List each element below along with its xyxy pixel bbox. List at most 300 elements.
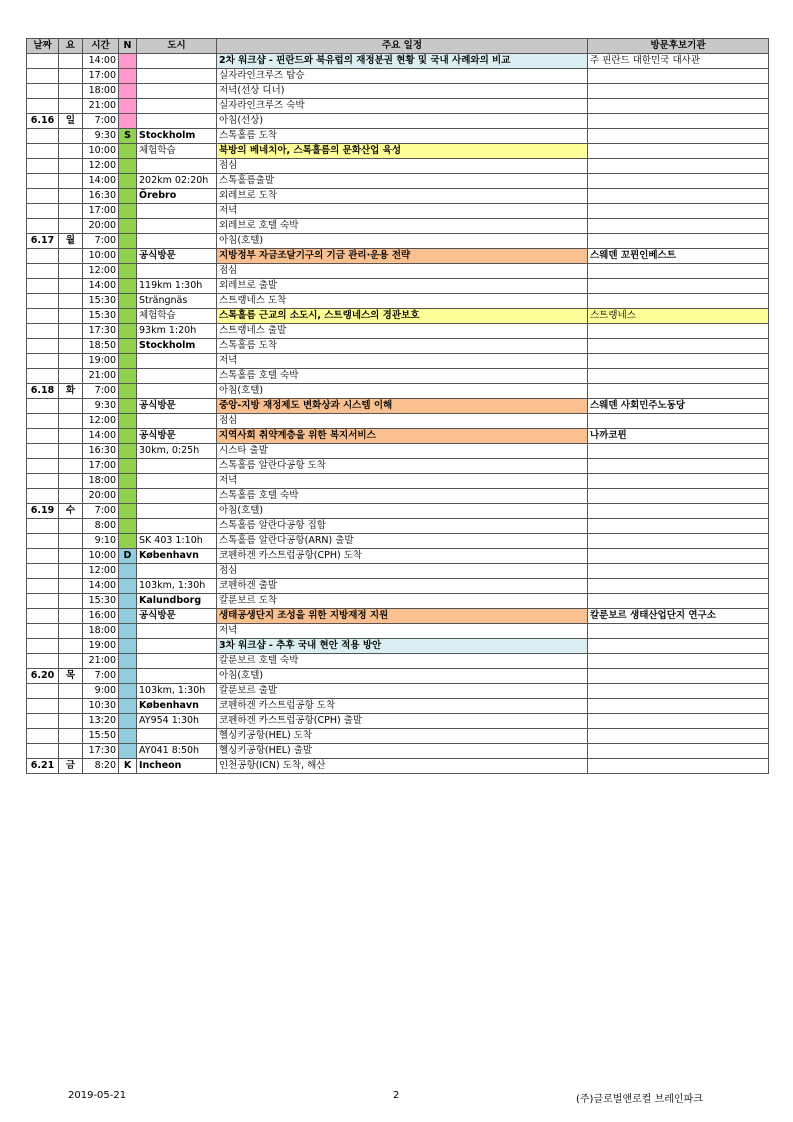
row-date bbox=[27, 399, 59, 414]
row-main-schedule: 점심 bbox=[217, 159, 588, 174]
row-visit-institution bbox=[588, 279, 769, 294]
row-country-code bbox=[119, 309, 137, 324]
row-visit-institution bbox=[588, 324, 769, 339]
row-day bbox=[59, 54, 83, 69]
row-country-code bbox=[119, 189, 137, 204]
row-day bbox=[59, 429, 83, 444]
row-main-schedule: 점심 bbox=[217, 564, 588, 579]
row-country-code bbox=[119, 744, 137, 759]
row-main-schedule: 헬싱키공항(HEL) 출발 bbox=[217, 744, 588, 759]
row-day bbox=[59, 84, 83, 99]
row-country-code bbox=[119, 54, 137, 69]
row-day bbox=[59, 699, 83, 714]
row-city bbox=[137, 99, 217, 114]
row-city: 공식방문 bbox=[137, 429, 217, 444]
table-row bbox=[27, 609, 769, 624]
row-day bbox=[59, 744, 83, 759]
row-visit-institution bbox=[588, 759, 769, 774]
row-country-code bbox=[119, 654, 137, 669]
table-row bbox=[27, 294, 769, 309]
row-time: 8:00 bbox=[83, 519, 119, 534]
row-main-schedule: 코펜하겐 카스트럽공항(CPH) 도착 bbox=[217, 549, 588, 564]
row-visit-institution bbox=[588, 669, 769, 684]
row-day bbox=[59, 579, 83, 594]
row-visit-institution: 스웨덴 꼬뮌인베스트 bbox=[588, 249, 769, 264]
row-main-schedule: 스트랭네스 도착 bbox=[217, 294, 588, 309]
row-country-code bbox=[119, 414, 137, 429]
row-main-schedule: 시스타 출발 bbox=[217, 444, 588, 459]
table-row bbox=[27, 399, 769, 414]
row-main-schedule: 지방정부 자금조달기구의 기금 관리·운용 전략 bbox=[217, 249, 588, 264]
table-row bbox=[27, 69, 769, 84]
row-date bbox=[27, 279, 59, 294]
row-city bbox=[137, 264, 217, 279]
row-city: AY954 1:30h bbox=[137, 714, 217, 729]
table-row bbox=[27, 729, 769, 744]
row-time: 20:00 bbox=[83, 219, 119, 234]
row-day bbox=[59, 564, 83, 579]
row-city: 103km, 1:30h bbox=[137, 579, 217, 594]
row-time: 17:30 bbox=[83, 324, 119, 339]
row-main-schedule: 외레브로 출발 bbox=[217, 279, 588, 294]
row-date bbox=[27, 609, 59, 624]
row-visit-institution bbox=[588, 99, 769, 114]
row-visit-institution bbox=[588, 384, 769, 399]
row-country-code bbox=[119, 399, 137, 414]
row-city: 93km 1:20h bbox=[137, 324, 217, 339]
row-time: 7:00 bbox=[83, 669, 119, 684]
row-country-code bbox=[119, 204, 137, 219]
row-visit-institution: 스트랭네스 bbox=[588, 309, 769, 324]
row-visit-institution bbox=[588, 534, 769, 549]
row-main-schedule: 저녁 bbox=[217, 204, 588, 219]
row-country-code bbox=[119, 564, 137, 579]
row-main-schedule: 실자라인크루즈 탑승 bbox=[217, 69, 588, 84]
row-day bbox=[59, 159, 83, 174]
row-country-code bbox=[119, 669, 137, 684]
row-time: 8:20 bbox=[83, 759, 119, 774]
row-main-schedule: 헬싱키공항(HEL) 도착 bbox=[217, 729, 588, 744]
row-visit-institution bbox=[588, 654, 769, 669]
table-row bbox=[27, 219, 769, 234]
row-main-schedule: 코펜하겐 카스트럽공항 도착 bbox=[217, 699, 588, 714]
row-time: 14:00 bbox=[83, 54, 119, 69]
row-date bbox=[27, 684, 59, 699]
row-main-schedule: 저녁 bbox=[217, 624, 588, 639]
row-main-schedule: 스톡홀름 알란다공항 도착 bbox=[217, 459, 588, 474]
row-date bbox=[27, 594, 59, 609]
row-main-schedule: 생태공생단지 조성을 위한 지방재정 지원 bbox=[217, 609, 588, 624]
row-visit-institution bbox=[588, 414, 769, 429]
row-city: 체험학습 bbox=[137, 309, 217, 324]
row-date bbox=[27, 84, 59, 99]
row-date bbox=[27, 519, 59, 534]
row-main-schedule: 스톡홀름 알란다공항 집합 bbox=[217, 519, 588, 534]
row-time: 12:00 bbox=[83, 564, 119, 579]
row-date: 6.19 bbox=[27, 504, 59, 519]
row-city bbox=[137, 669, 217, 684]
row-main-schedule: 아침(호텔) bbox=[217, 384, 588, 399]
row-date bbox=[27, 249, 59, 264]
row-main-schedule: 점심 bbox=[217, 264, 588, 279]
row-date bbox=[27, 714, 59, 729]
row-day bbox=[59, 534, 83, 549]
row-date bbox=[27, 564, 59, 579]
row-main-schedule: 저녁 bbox=[217, 474, 588, 489]
row-country-code bbox=[119, 99, 137, 114]
table-row bbox=[27, 669, 769, 684]
row-country-code bbox=[119, 219, 137, 234]
table-row bbox=[27, 114, 769, 129]
row-day bbox=[59, 174, 83, 189]
row-time: 16:00 bbox=[83, 609, 119, 624]
row-time: 9:30 bbox=[83, 129, 119, 144]
table-row bbox=[27, 159, 769, 174]
row-main-schedule: 저녁 bbox=[217, 354, 588, 369]
table-row bbox=[27, 369, 769, 384]
row-date bbox=[27, 189, 59, 204]
row-time: 17:00 bbox=[83, 459, 119, 474]
row-date bbox=[27, 99, 59, 114]
row-city bbox=[137, 504, 217, 519]
row-main-schedule: 아침(호텔) bbox=[217, 504, 588, 519]
row-country-code bbox=[119, 249, 137, 264]
row-main-schedule: 코펜하겐 카스트럽공항(CPH) 출발 bbox=[217, 714, 588, 729]
table-row bbox=[27, 639, 769, 654]
row-time: 7:00 bbox=[83, 234, 119, 249]
row-date bbox=[27, 264, 59, 279]
row-city bbox=[137, 474, 217, 489]
row-time: 21:00 bbox=[83, 654, 119, 669]
row-time: 15:50 bbox=[83, 729, 119, 744]
row-visit-institution bbox=[588, 204, 769, 219]
row-day bbox=[59, 729, 83, 744]
row-country-code bbox=[119, 369, 137, 384]
row-date bbox=[27, 144, 59, 159]
row-city: Incheon bbox=[137, 759, 217, 774]
row-day bbox=[59, 129, 83, 144]
row-day bbox=[59, 489, 83, 504]
row-time: 12:00 bbox=[83, 414, 119, 429]
row-date bbox=[27, 459, 59, 474]
row-main-schedule: 저녁(선상 디너) bbox=[217, 84, 588, 99]
row-day bbox=[59, 339, 83, 354]
row-visit-institution bbox=[588, 624, 769, 639]
row-main-schedule: 코펜하겐 출발 bbox=[217, 579, 588, 594]
row-time: 17:30 bbox=[83, 744, 119, 759]
table-row bbox=[27, 339, 769, 354]
row-time: 19:00 bbox=[83, 354, 119, 369]
row-main-schedule: 북방의 베네치아, 스톡홀름의 문화산업 육성 bbox=[217, 144, 588, 159]
table-row bbox=[27, 504, 769, 519]
row-visit-institution bbox=[588, 729, 769, 744]
row-day: 수 bbox=[59, 504, 83, 519]
row-visit-institution bbox=[588, 189, 769, 204]
row-time: 10:00 bbox=[83, 549, 119, 564]
row-day bbox=[59, 594, 83, 609]
table-row bbox=[27, 234, 769, 249]
row-city bbox=[137, 489, 217, 504]
row-date bbox=[27, 339, 59, 354]
row-date bbox=[27, 309, 59, 324]
row-city bbox=[137, 114, 217, 129]
row-time: 14:00 bbox=[83, 279, 119, 294]
row-country-code bbox=[119, 84, 137, 99]
row-country-code: D bbox=[119, 549, 137, 564]
table-row bbox=[27, 684, 769, 699]
row-country-code bbox=[119, 594, 137, 609]
row-city bbox=[137, 564, 217, 579]
row-visit-institution bbox=[588, 159, 769, 174]
row-visit-institution bbox=[588, 69, 769, 84]
row-day bbox=[59, 519, 83, 534]
footer-page-number: 2 bbox=[393, 1090, 400, 1101]
row-country-code bbox=[119, 444, 137, 459]
table-row bbox=[27, 594, 769, 609]
row-city: Kalundborg bbox=[137, 594, 217, 609]
row-visit-institution bbox=[588, 714, 769, 729]
table-row bbox=[27, 579, 769, 594]
row-day bbox=[59, 219, 83, 234]
table-row bbox=[27, 429, 769, 444]
table-row bbox=[27, 459, 769, 474]
row-visit-institution bbox=[588, 219, 769, 234]
table-row bbox=[27, 474, 769, 489]
row-day bbox=[59, 684, 83, 699]
table-row bbox=[27, 279, 769, 294]
table-row bbox=[27, 624, 769, 639]
row-city bbox=[137, 159, 217, 174]
row-time: 7:00 bbox=[83, 384, 119, 399]
row-time: 14:00 bbox=[83, 429, 119, 444]
row-main-schedule: 스톡홀름 도착 bbox=[217, 129, 588, 144]
row-main-schedule: 2차 워크샵 - 핀란드와 북유럽의 재정분권 현황 및 국내 사례와의 비교 bbox=[217, 54, 588, 69]
schedule-body bbox=[27, 54, 769, 774]
row-city bbox=[137, 69, 217, 84]
row-main-schedule: 스톡홀름 호텔 숙박 bbox=[217, 369, 588, 384]
row-country-code bbox=[119, 174, 137, 189]
row-time: 16:30 bbox=[83, 189, 119, 204]
header-time: 시간 bbox=[83, 39, 119, 54]
row-city: 공식방문 bbox=[137, 249, 217, 264]
row-city: Stockholm bbox=[137, 339, 217, 354]
row-city bbox=[137, 354, 217, 369]
row-date bbox=[27, 219, 59, 234]
row-country-code bbox=[119, 459, 137, 474]
row-visit-institution bbox=[588, 519, 769, 534]
row-main-schedule: 외레브로 호텔 숙박 bbox=[217, 219, 588, 234]
row-country-code bbox=[119, 294, 137, 309]
row-visit-institution bbox=[588, 459, 769, 474]
row-country-code bbox=[119, 114, 137, 129]
row-country-code bbox=[119, 159, 137, 174]
row-date: 6.20 bbox=[27, 669, 59, 684]
row-date bbox=[27, 159, 59, 174]
row-date bbox=[27, 429, 59, 444]
table-row bbox=[27, 519, 769, 534]
row-main-schedule: 스톡홀름 알란다공항(ARN) 출발 bbox=[217, 534, 588, 549]
row-time: 18:00 bbox=[83, 84, 119, 99]
row-main-schedule: 인천공항(ICN) 도착, 해산 bbox=[217, 759, 588, 774]
row-main-schedule: 칼룬보르 출발 bbox=[217, 684, 588, 699]
row-visit-institution bbox=[588, 639, 769, 654]
table-row bbox=[27, 204, 769, 219]
row-city bbox=[137, 654, 217, 669]
row-city bbox=[137, 384, 217, 399]
row-visit-institution bbox=[588, 264, 769, 279]
row-day bbox=[59, 639, 83, 654]
header-day: 요 bbox=[59, 39, 83, 54]
row-country-code bbox=[119, 579, 137, 594]
row-date bbox=[27, 294, 59, 309]
row-visit-institution: 주 핀란드 대한민국 대사관 bbox=[588, 54, 769, 69]
row-day bbox=[59, 279, 83, 294]
header-date: 날짜 bbox=[27, 39, 59, 54]
row-time: 15:30 bbox=[83, 294, 119, 309]
row-main-schedule: 칼룬보르 도착 bbox=[217, 594, 588, 609]
row-day bbox=[59, 249, 83, 264]
table-row bbox=[27, 189, 769, 204]
row-visit-institution bbox=[588, 234, 769, 249]
table-row bbox=[27, 714, 769, 729]
row-city: 공식방문 bbox=[137, 399, 217, 414]
row-country-code bbox=[119, 699, 137, 714]
row-date bbox=[27, 474, 59, 489]
row-date: 6.17 bbox=[27, 234, 59, 249]
row-time: 10:30 bbox=[83, 699, 119, 714]
row-main-schedule: 칼룬보르 호텔 숙박 bbox=[217, 654, 588, 669]
row-city bbox=[137, 369, 217, 384]
row-day bbox=[59, 264, 83, 279]
row-date bbox=[27, 654, 59, 669]
table-row bbox=[27, 384, 769, 399]
row-city: 202km 02:20h bbox=[137, 174, 217, 189]
row-visit-institution bbox=[588, 549, 769, 564]
row-city bbox=[137, 84, 217, 99]
row-country-code: K bbox=[119, 759, 137, 774]
row-time: 18:00 bbox=[83, 624, 119, 639]
row-city bbox=[137, 219, 217, 234]
row-time: 15:30 bbox=[83, 309, 119, 324]
table-row bbox=[27, 84, 769, 99]
footer-date: 2019-05-21 bbox=[68, 1090, 127, 1101]
row-country-code: S bbox=[119, 129, 137, 144]
table-row bbox=[27, 144, 769, 159]
row-visit-institution bbox=[588, 489, 769, 504]
row-time: 15:30 bbox=[83, 594, 119, 609]
row-main-schedule: 스톡홀름출발 bbox=[217, 174, 588, 189]
row-country-code bbox=[119, 729, 137, 744]
row-day bbox=[59, 309, 83, 324]
row-date bbox=[27, 579, 59, 594]
row-time: 9:00 bbox=[83, 684, 119, 699]
row-day: 금 bbox=[59, 759, 83, 774]
row-time: 9:10 bbox=[83, 534, 119, 549]
row-city bbox=[137, 459, 217, 474]
row-main-schedule: 스트랭네스 출발 bbox=[217, 324, 588, 339]
table-row bbox=[27, 354, 769, 369]
row-main-schedule: 스톡홀름 호텔 숙박 bbox=[217, 489, 588, 504]
row-time: 7:00 bbox=[83, 504, 119, 519]
header-main: 주요 일정 bbox=[217, 39, 588, 54]
row-date bbox=[27, 624, 59, 639]
row-visit-institution bbox=[588, 174, 769, 189]
row-city: Strängnäs bbox=[137, 294, 217, 309]
table-row bbox=[27, 534, 769, 549]
row-day bbox=[59, 444, 83, 459]
row-time: 12:00 bbox=[83, 264, 119, 279]
row-country-code bbox=[119, 384, 137, 399]
row-day bbox=[59, 189, 83, 204]
row-visit-institution bbox=[588, 594, 769, 609]
row-main-schedule: 3차 워크샵 - 추후 국내 현안 적용 방안 bbox=[217, 639, 588, 654]
row-time: 18:00 bbox=[83, 474, 119, 489]
row-day bbox=[59, 414, 83, 429]
row-visit-institution bbox=[588, 84, 769, 99]
row-main-schedule: 실자라인크루즈 숙박 bbox=[217, 99, 588, 114]
row-main-schedule: 점심 bbox=[217, 414, 588, 429]
row-day bbox=[59, 294, 83, 309]
row-date bbox=[27, 174, 59, 189]
table-row bbox=[27, 744, 769, 759]
row-country-code bbox=[119, 279, 137, 294]
row-country-code bbox=[119, 144, 137, 159]
row-city: 30km, 0:25h bbox=[137, 444, 217, 459]
row-visit-institution bbox=[588, 684, 769, 699]
row-day bbox=[59, 474, 83, 489]
row-visit-institution bbox=[588, 564, 769, 579]
row-city bbox=[137, 54, 217, 69]
row-day: 화 bbox=[59, 384, 83, 399]
row-visit-institution: 나까코뮌 bbox=[588, 429, 769, 444]
row-date: 6.16 bbox=[27, 114, 59, 129]
row-day bbox=[59, 144, 83, 159]
row-time: 21:00 bbox=[83, 99, 119, 114]
row-main-schedule: 아침(선상) bbox=[217, 114, 588, 129]
row-time: 20:00 bbox=[83, 489, 119, 504]
row-day bbox=[59, 549, 83, 564]
row-day bbox=[59, 354, 83, 369]
row-day bbox=[59, 714, 83, 729]
row-visit-institution bbox=[588, 114, 769, 129]
row-date bbox=[27, 354, 59, 369]
row-main-schedule: 지역사회 취약계층을 위한 복지서비스 bbox=[217, 429, 588, 444]
row-city bbox=[137, 624, 217, 639]
row-time: 14:00 bbox=[83, 579, 119, 594]
row-time: 7:00 bbox=[83, 114, 119, 129]
header-city: 도시 bbox=[137, 39, 217, 54]
row-visit-institution bbox=[588, 504, 769, 519]
row-day: 목 bbox=[59, 669, 83, 684]
row-city bbox=[137, 729, 217, 744]
row-country-code bbox=[119, 354, 137, 369]
row-city: København bbox=[137, 699, 217, 714]
row-date bbox=[27, 54, 59, 69]
table-row bbox=[27, 414, 769, 429]
row-visit-institution bbox=[588, 579, 769, 594]
schedule-header bbox=[27, 39, 769, 54]
row-date: 6.21 bbox=[27, 759, 59, 774]
row-day bbox=[59, 399, 83, 414]
row-day bbox=[59, 369, 83, 384]
row-visit-institution bbox=[588, 354, 769, 369]
row-date bbox=[27, 549, 59, 564]
header-visit: 방문후보기관 bbox=[588, 39, 769, 54]
row-visit-institution bbox=[588, 369, 769, 384]
row-city: SK 403 1:10h bbox=[137, 534, 217, 549]
footer-company: (주)글로벌앤로컬 브레인파크 bbox=[576, 1094, 703, 1105]
row-date bbox=[27, 489, 59, 504]
